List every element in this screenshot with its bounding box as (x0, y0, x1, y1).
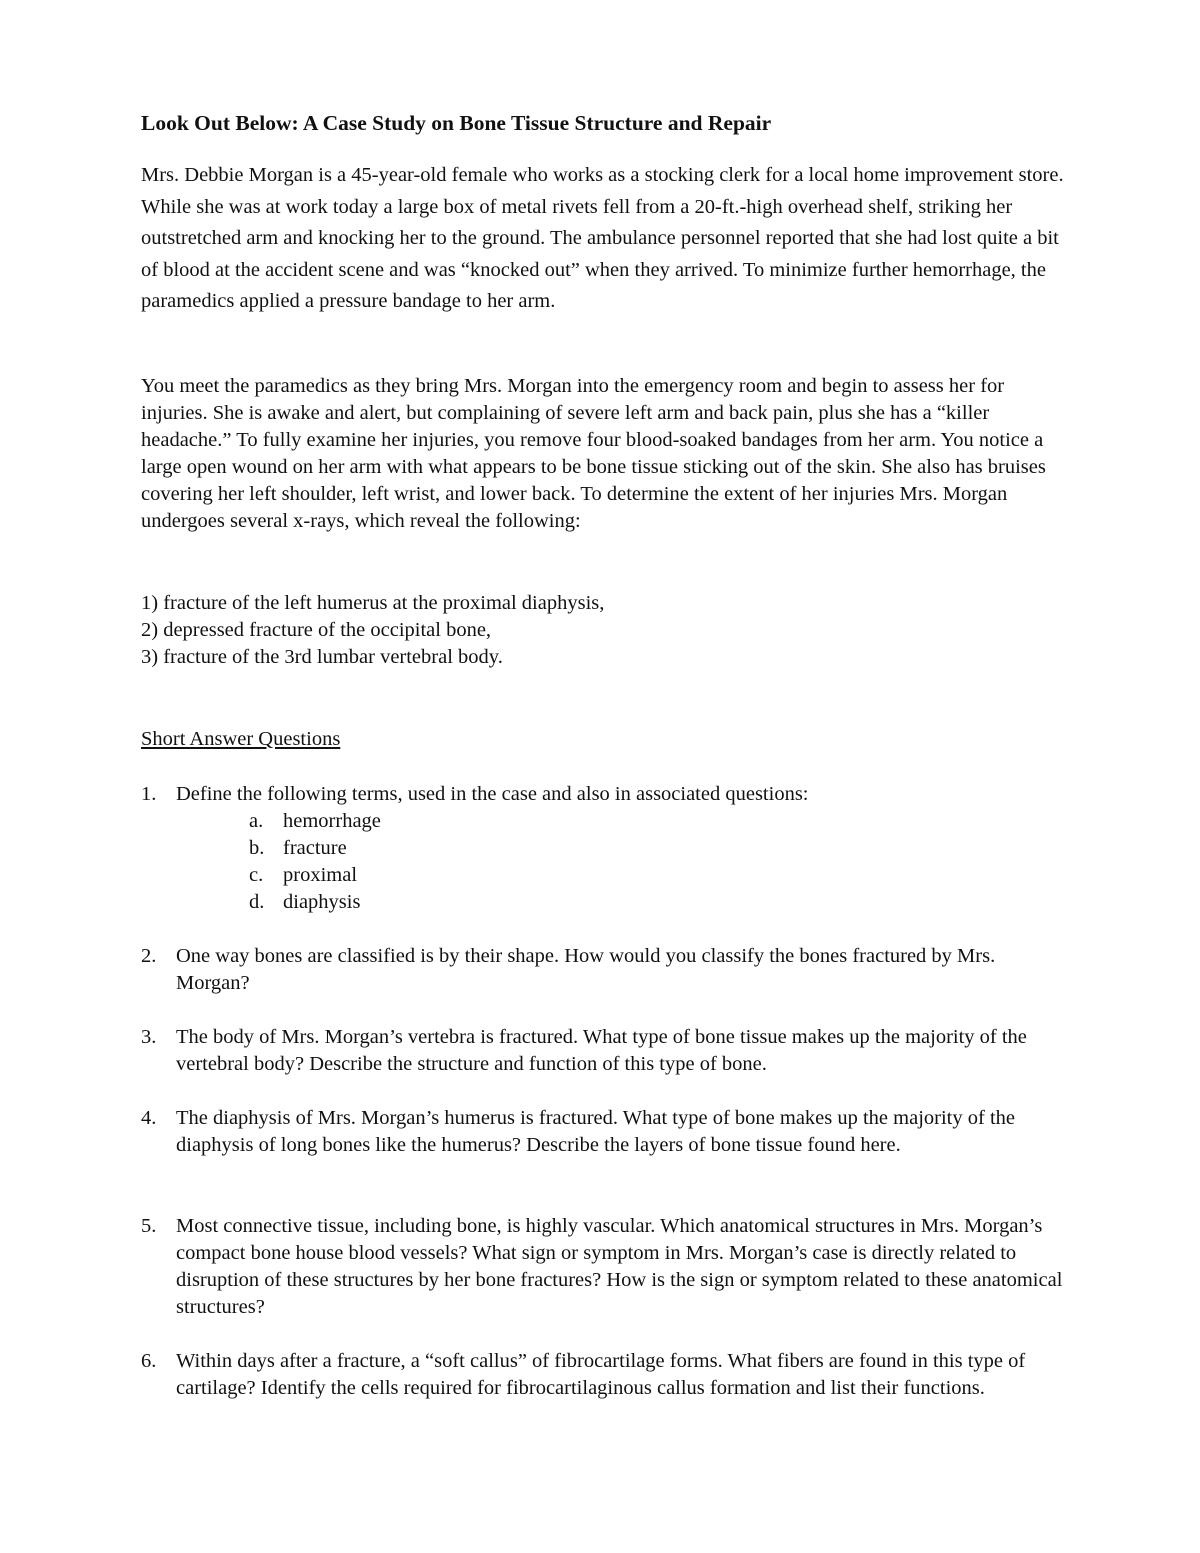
question-number: 2. (141, 945, 157, 967)
question-number: 1. (141, 783, 157, 805)
term-letter: b. (249, 837, 265, 859)
question-text: Define the following terms, used in the case and also in associated questions: (176, 783, 809, 805)
question-text: The diaphysis of Mrs. Morgan’s humerus is fractured. What type of bone makes up the majority of the diaphysis of long bones like the humerus? Describe the layers of bone tissue found here. (176, 1107, 1015, 1156)
term-item (249, 835, 1071, 862)
question-number: 5. (141, 1215, 157, 1237)
term-text: proximal (283, 864, 358, 886)
case-paragraph-1: Mrs. Debbie Morgan is a 45-year-old female who works as a stocking clerk for a local home improvement store. While she was at work today a large box of metal rivets fell from a 20-ft.-high overhead shelf, striking her outstretched arm and knocking her to the ground. The ambulance personnel reported that she had lost quite a bit of blood at the accident scene and was “knocked out” when they arrived. To minimize further hemorrhage, the paramedics applied a pressure bandage to her arm. (141, 164, 1064, 312)
question-text: Within days after a fracture, a “soft callus” of fibrocartilage forms. What fibers are found in this type of cartilage? Identify the cells required for fibrocartilaginous callus formation and list their functions. (176, 1350, 1026, 1399)
term-item (249, 808, 1071, 835)
finding-item: 3) fracture of the 3rd lumbar vertebral body. (141, 646, 503, 668)
finding-item: 2) depressed fracture of the occipital bone, (141, 619, 492, 641)
term-text: hemorrhage (283, 810, 381, 832)
question-item (141, 943, 1071, 997)
question-item (141, 781, 1071, 916)
term-letter: c. (249, 864, 264, 886)
term-item (249, 862, 1071, 889)
case-paragraph-2: You meet the paramedics as they bring Mrs. Morgan into the emergency room and begin to assess her for injuries. She is awake and alert, but complaining of severe left arm and back pain, plus she has a “killer headache.” To fully examine her injuries, you remove four blood-soaked bandages from her arm. You notice a large open wound on her arm with what appears to be bone tissue sticking out of the skin. She also has bruises covering her left shoulder, left wrist, and lower back. To determine the extent of her injuries Mrs. Morgan undergoes several x-rays, which reveal the following: (141, 375, 1046, 532)
question-item (141, 1213, 1071, 1321)
term-text: fracture (283, 837, 347, 859)
question-text: Most connective tissue, including bone, is highly vascular. Which anatomical structures in Mrs. Morgan’s compact bone house blood vessels? What sign or symptom in Mrs. Morgan’s case is directly related to disruption of these structures by her bone fractures? How is the sign or symptom related to these anatomical structures? (176, 1215, 1063, 1318)
term-letter: d. (249, 891, 265, 913)
question-number: 4. (141, 1107, 157, 1129)
question-text: The body of Mrs. Morgan’s vertebra is fractured. What type of bone tissue makes up the majority of the vertebral body? Describe the structure and function of this type of bone. (176, 1026, 1027, 1075)
xray-findings-list (141, 590, 1071, 671)
question-text: One way bones are classified is by their shape. How would you classify the bones fractured by Mrs. Morgan? (176, 945, 996, 994)
term-item (249, 889, 1071, 916)
question-item (141, 1024, 1071, 1078)
document-title: Look Out Below: A Case Study on Bone Tissue Structure and Repair (141, 111, 772, 135)
finding-item: 1) fracture of the left humerus at the proximal diaphysis, (141, 592, 605, 614)
question-item (141, 1105, 1071, 1159)
section-heading-short-answer: Short Answer Questions (141, 728, 341, 750)
term-text: diaphysis (283, 891, 361, 913)
question-number: 6. (141, 1350, 157, 1372)
term-letter: a. (249, 810, 264, 832)
question-item (141, 1348, 1071, 1402)
terms-list (249, 808, 1071, 916)
question-number: 3. (141, 1026, 157, 1048)
